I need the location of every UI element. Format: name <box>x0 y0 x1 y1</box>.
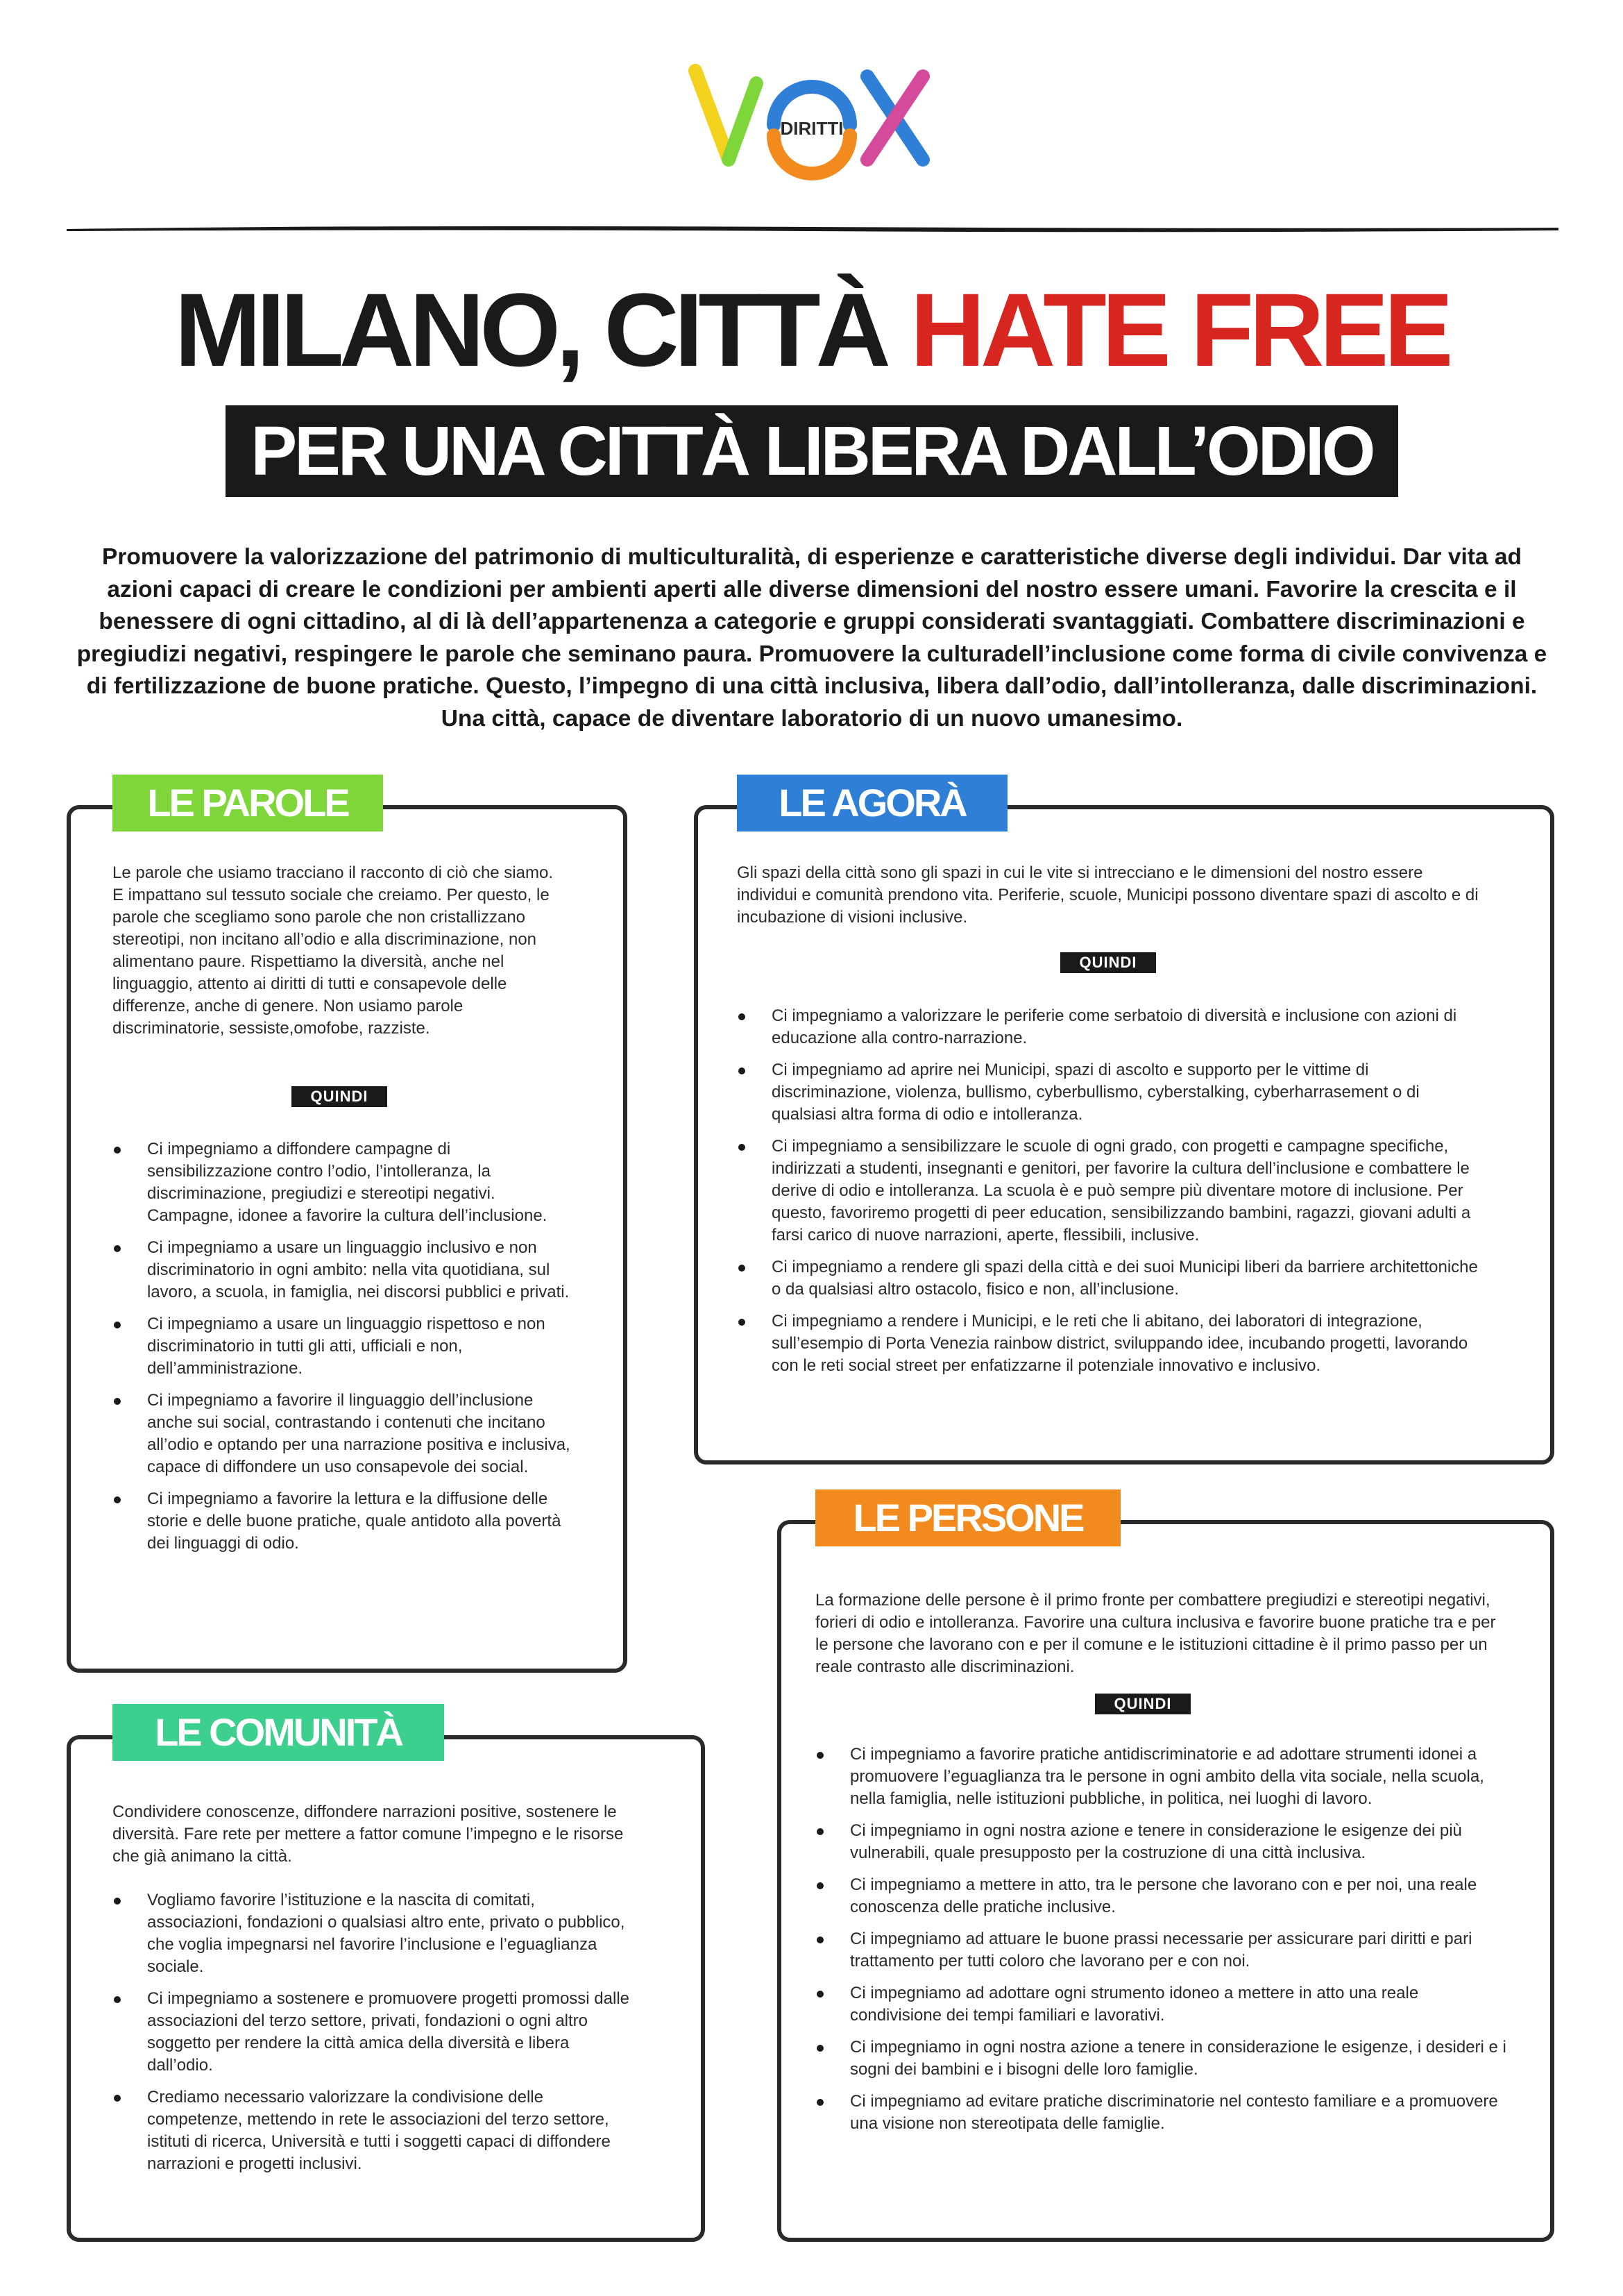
section-agora-list <box>737 1005 1486 1387</box>
section-agora-title: LE AGORÀ <box>737 775 1008 832</box>
section-parole-quindi: QUINDI <box>291 1086 387 1107</box>
list-item: Ci impegniamo a favorire la lettura e la diffusione delle storie e delle buone pratiche, quale antidoto alla povertà dei linguaggi di odio. <box>112 1488 570 1555</box>
title-black: MILANO, CITTÀ <box>174 271 886 388</box>
list-item: Vogliamo favorire l’istituzione e la nascita di comitati, associazioni, fondazioni o qualsiasi altro ente, privato o pubblico, che voglia impegnarsi nel favorire l’inclusione e l’eguaglianza sociale. <box>112 1889 629 1978</box>
section-persone-intro: La formazione delle persone è il primo fronte per combattere pregiudizi e stereotipi negativi, forieri di odio e intolleranza. Favorire una cultura inclusiva e favorire buone pratiche tra e per le persone che lavorano con e per il comune e le istituzioni cittadine è il primo passo per un reale contrasto alle discriminazioni. <box>815 1591 1496 1676</box>
section-parole-title: LE PAROLE <box>112 775 383 832</box>
list-item: Ci impegniamo a diffondere campagne di sensibilizzazione contro l’odio, l’intolleranza, la discriminazione, pregiudizi e stereotipi negativi. Campagne, idonee a favorire la cultura dell’inclusione. <box>112 1138 570 1227</box>
list-item: Ci impegniamo a rendere i Municipi, e le reti che li abitano, dei laboratori di integrazione, sull’esempio di Porta Venezia rainbow district, sviluppando idee, incubando progetti, lavorando con le reti social street per enfatizzarne il potenziale innovativo e inclusivo. <box>737 1310 1486 1377</box>
section-agora-quindi: QUINDI <box>1060 952 1156 973</box>
list-item: Ci impegniamo ad evitare pratiche discriminatorie nel contesto familiare e a promuovere una visione non stereotipata delle famiglie. <box>815 2091 1509 2135</box>
vox-diritti-logo <box>687 56 937 180</box>
section-agora-intro: Gli spazi della città sono gli spazi in cui le vite si intrecciano e le dimensioni del nostro essere individui e comunità prendono vita. Periferie, scuole, Municipi possono diventare spazi di ascolto e di incubazione di visioni inclusive. <box>737 863 1479 927</box>
intro-paragraph: Promuovere la valorizzazione del patrimonio di multiculturalità, di esperienze e caratteristiche diverse degli individui. Dar vita ad azioni capaci di creare le condizioni per ambienti aperti alle diverse dimensioni del nostro essere umani. Favorire la crescita e il benessere di ogni cittadino, al di là dell’appartenenza a categorie e gruppi considerati svantaggiati. Combattere discriminazioni e pregiudizi negativi, respingere le parole che seminano paura. Promuovere la culturadell’inclusione come forma di civile convivenza e di fertilizzazione de buone pratiche. Questo, l’impegno di una città inclusiva, libera dall’odio, dall’intolleranza, dalle discriminazioni. Una città, capace de diventare laboratorio di un nuovo umanesimo. <box>76 544 1547 732</box>
list-item: Ci impegniamo a mettere in atto, tra le persone che lavorano con e per noi, una reale conoscenza delle pratiche inclusive. <box>815 1874 1509 1918</box>
section-persone-quindi: QUINDI <box>1095 1694 1191 1714</box>
list-item: Ci impegniamo in ogni nostra azione e tenere in considerazione le esigenze dei più vulnerabili, quale presupposto per la costruzione di una città inclusiva. <box>815 1820 1509 1864</box>
section-persone-title: LE PERSONE <box>815 1489 1121 1546</box>
list-item: Ci impegniamo a favorire il linguaggio dell’inclusione anche sui social, contrastando i contenuti che incitano all’odio e optando per una narrazione positiva e inclusiva, capace di diffondere un uso consapevole dei social. <box>112 1390 570 1478</box>
list-item: Ci impegniamo a usare un linguaggio inclusivo e non discriminatorio in ogni ambito: nella vita quotidiana, sul lavoro, a scuola, in famiglia, nei discorsi pubblici e privati. <box>112 1237 570 1303</box>
list-item: Ci impegniamo a usare un linguaggio rispettoso e non discriminatorio in tutti gli atti, ufficiali e non, dell’amministrazione. <box>112 1313 570 1380</box>
header-divider <box>67 223 1558 233</box>
list-item: Ci impegniamo ad adottare ogni strumento idoneo a mettere in atto una reale condivisione dei tempi familiari e lavorativi. <box>815 1982 1509 2027</box>
section-comunita-list <box>112 1889 629 2185</box>
logo-tagline: DIRITTI <box>780 118 844 139</box>
list-item: Ci impegniamo a rendere gli spazi della città e dei suoi Municipi liberi da barriere architettoniche o da qualsiasi altro ostacolo, fisico e non, all’inclusione. <box>737 1256 1486 1301</box>
list-item: Ci impegniamo ad attuare le buone prassi necessarie per assicurare pari diritti e pari trattamento per tutti coloro che lavorano per e con noi. <box>815 1928 1509 1973</box>
title-red: HATE FREE <box>910 271 1449 388</box>
section-parole-intro: Le parole che usiamo tracciano il racconto di ciò che siamo. E impattano sul tessuto sociale che creiamo. Per questo, le parole che scegliamo sono parole che non cristallizzano stereotipi, non incitano all’odio e alla discriminazione, non alimentano paure. Rispettiamo la diversità, anche nel linguaggio, attento ai diritti di tutti e consapevole delle differenze, anche di genere. Non usiamo parole discriminatorie, sessiste,omofobe, razziste. <box>112 863 553 1038</box>
list-item: Ci impegniamo ad aprire nei Municipi, spazi di ascolto e supporto per le vittime di discriminazione, violenza, bullismo, cyberbullismo, cyberstalking, cyberharrasement o di qualsiasi altra forma di odio e intolleranza. <box>737 1059 1486 1126</box>
list-item: Ci impegniamo a valorizzare le periferie come serbatoio di diversità e inclusione con azioni di educazione alla contro-narrazione. <box>737 1005 1486 1049</box>
section-comunita-title: LE COMUNITÀ <box>112 1704 444 1761</box>
section-parole-list <box>112 1138 570 1564</box>
list-item: Ci impegniamo a sostenere e promuovere progetti promossi dalle associazioni del terzo settore, privati, fondazioni o ogni altro soggetto per rendere la città amica della diversità e libera dall’odio. <box>112 1988 629 2077</box>
list-item: Ci impegniamo a sensibilizzare le scuole di ogni grado, con progetti e campagne specifiche, indirizzati a studenti, insegnanti e genitori, per favorire la cultura dell’inclusione e combattere le derive di odio e intolleranza. La scuola è e può sempre più diventare motore di inclusione. Per questo, favoriremo progetti di peer education, sensibilizzando bambini, ragazzi, giovani adulti a farsi carico di nuove narrazioni, aperte, flessibili, inclusive. <box>737 1136 1486 1247</box>
page-subtitle: PER UNA CITTÀ LIBERA DALL’ODIO <box>250 412 1373 490</box>
list-item: Ci impegniamo a favorire pratiche antidiscriminatorie e ad adottare strumenti idonei a promuovere l’eguaglianza tra le persone in ogni ambito della vita sociale, nella scuola, nella famiglia, nelle istituzioni pubbliche, in politica, nei luoghi di lavoro. <box>815 1744 1509 1810</box>
section-persone-list <box>815 1744 1509 2145</box>
list-item: Crediamo necessario valorizzare la condivisione delle competenze, mettendo in rete le associazioni del terzo settore, istituti di ricerca, Università e tutti i soggetti capaci di diffondere narrazioni e progetti inclusivi. <box>112 2086 629 2175</box>
section-comunita-intro: Condividere conoscenze, diffondere narrazioni positive, sostenere le diversità. Fare rete per mettere a fattor comune l’impegno e le risorse che già animano la città. <box>112 1803 624 1866</box>
list-item: Ci impegniamo in ogni nostra azione a tenere in considerazione le esigenze, i desideri e i sogni dei bambini e i bisogni delle loro famiglie. <box>815 2036 1509 2081</box>
page-title <box>0 271 1623 388</box>
